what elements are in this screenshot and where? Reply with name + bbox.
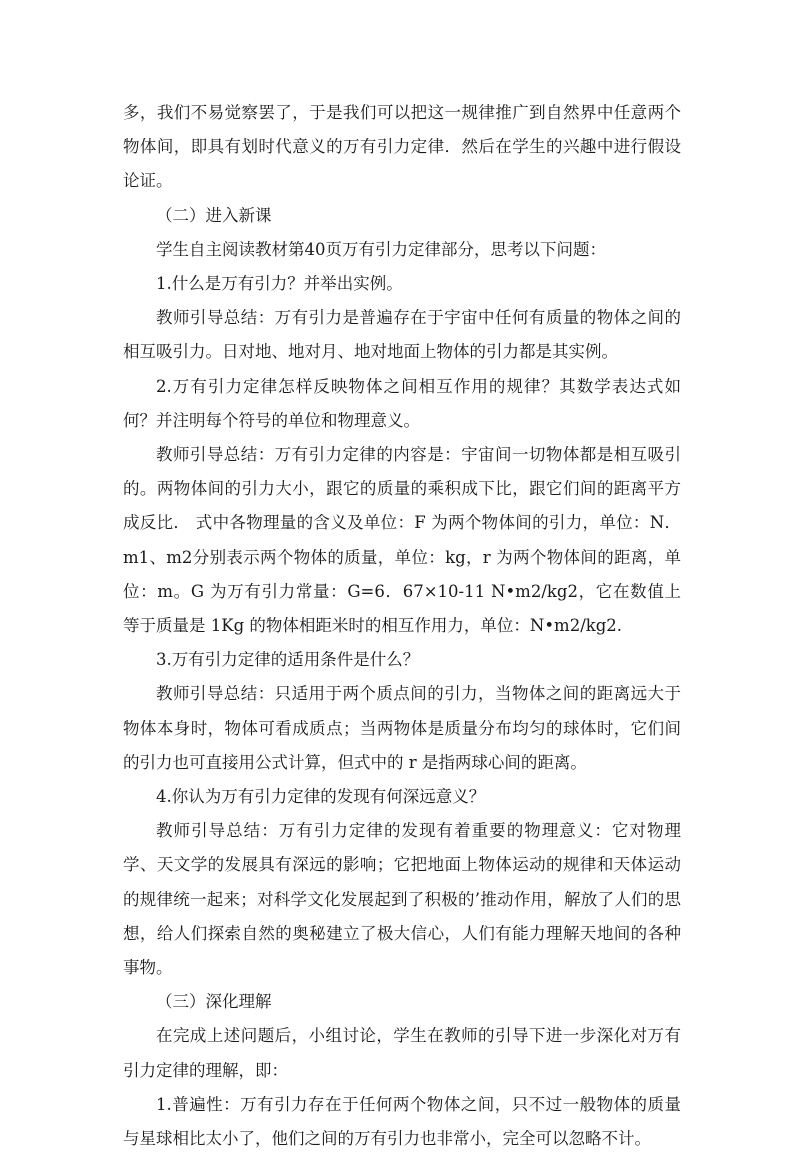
question-1: 1.什么是万有引力？并举出实例。 (156, 274, 403, 294)
answer-1: 教师引导总结：万有引力是普遍存在于宇宙中任何有质量的物体之间的相互吸引力。日对地、地对月、地对地面上物体的引力都是其实例。 (123, 308, 681, 362)
answer-2: 教师引导总结：万有引力定律的内容是：宇宙间一切物体都是相互吸引的。两物体间的引力大小，跟它的质量的乘积成下比，跟它们间的距离平方成反比． 式中各物理量的含义及单位：F 为两个物体间的引力，单位：N．m1、m2分别表示两个物体的质量，单位：kg，r 为两个物体间的距离，单位：m。G 为万有引力常量：G=6．67×10-11 N•m2/kg2，它在数值上等于质量是 1Kg 的物体相距米时的相互作用力，单位：N•m2/kg2. (123, 445, 681, 636)
question-3: 3.万有引力定律的适用条件是什么？ (156, 650, 420, 670)
paragraph-group-discussion: 在完成上述问题后，小组讨论，学生在教师的引导下进一步深化对万有引力定律的理解，即： (123, 1026, 681, 1080)
paragraph-continuation: 多，我们不易觉察罢了，于是我们可以把这一规律推广到自然界中任意两个物体间，即具有划时代意义的万有引力定律．然后在学生的兴趣中进行假设论证。 (123, 103, 681, 191)
answer-3: 教师引导总结：只适用于两个质点间的引力，当物体之间的距离远大于物体本身时，物体可看成质点；当两物体是质量分布均匀的球体时，它们间的引力也可直接用公式计算，但式中的 r 是指两球心间的距离。 (123, 684, 681, 772)
section-heading-enter-new-lesson: （二）进入新课 (156, 205, 272, 225)
question-2: 2.万有引力定律怎样反映物体之间相互作用的规律？其数学表达式如何？并注明每个符号的单位和物理意义。 (123, 376, 681, 430)
question-4: 4.你认为万有引力定律的发现有何深远意义？ (156, 787, 486, 807)
document-body (123, 96, 681, 1156)
answer-4: 教师引导总结：万有引力定律的发现有着重要的物理意义：它对物理学、天文学的发展具有深远的影响；它把地面上物体运动的规律和天体运动的规律统一起来；对科学文化发展起到了积极的’推动作用，解放了人们的思想，给人们探索自然的奥秘建立了极大信心，人们有能力理解天地间的各种事物。 (123, 821, 681, 978)
section-heading-deepen-understanding: （三）深化理解 (156, 992, 272, 1012)
point-universality: 1.普遍性：万有引力存在于任何两个物体之间，只不过一般物体的质量与星球相比太小了，他们之间的万有引力也非常小，完全可以忽略不计。 (123, 1094, 681, 1149)
paragraph-reading-task: 学生自主阅读教材第40页万有引力定律部分，思考以下问题： (156, 239, 606, 259)
